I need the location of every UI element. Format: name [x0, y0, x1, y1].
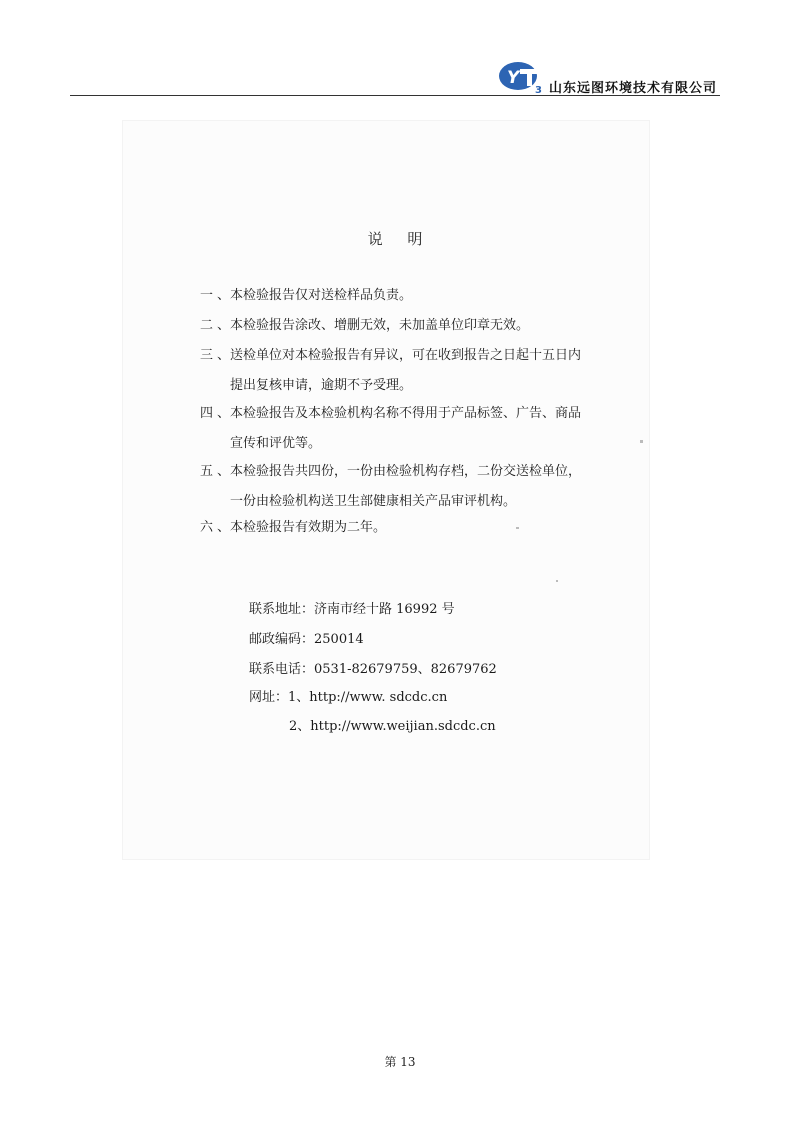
item-number: 四、 — [200, 406, 235, 421]
page-number: 第 13 — [384, 1055, 416, 1069]
contact-website-1: 网址：1、http://www. sdcdc.cn — [249, 690, 448, 705]
document-title: 说 明 — [367, 230, 433, 248]
item-text: 本检验报告有效期为二年。 — [230, 520, 387, 535]
item-number: 二、 — [200, 318, 235, 333]
scan-speck — [556, 580, 558, 582]
item-text: 本检验报告及本检验机构名称不得用于产品标签、广告、商品 — [230, 406, 582, 421]
item-number: 六、 — [200, 520, 235, 535]
header-divider — [70, 95, 720, 96]
company-logo-icon — [498, 60, 548, 94]
item-number: 三、 — [200, 348, 235, 363]
item-text: 送检单位对本检验报告有异议，可在收到报告之日起十五日内 — [230, 348, 582, 363]
item-text: 本检验报告仅对送检样品负责。 — [230, 288, 413, 303]
contact-address: 联系地址：济南市经十路 16992 号 — [249, 602, 455, 617]
item-number: 五、 — [200, 464, 235, 479]
item-text-continued: 提出复核申请，逾期不予受理。 — [230, 378, 413, 393]
scan-speck — [516, 527, 519, 529]
svg-text:3: 3 — [535, 85, 542, 94]
item-number: 一、 — [200, 288, 235, 303]
item-text: 本检验报告涂改、增删无效，未加盖单位印章无效。 — [230, 318, 530, 333]
company-name: 山东远图环境技术有限公司 — [549, 81, 718, 96]
item-text-continued: 宣传和评优等。 — [230, 436, 322, 451]
scan-speck — [640, 440, 643, 443]
svg-text:Y: Y — [507, 68, 520, 88]
contact-phone: 联系电话：0531-82679759、82679762 — [249, 662, 497, 677]
contact-postcode: 邮政编码：250014 — [249, 632, 364, 647]
item-text-continued: 一份由检验机构送卫生部健康相关产品审评机构。 — [230, 494, 517, 509]
item-text: 本检验报告共四份，一份由检验机构存档，二份交送检单位， — [230, 464, 582, 479]
contact-website-2: 2、http://www.weijian.sdcdc.cn — [289, 719, 496, 734]
